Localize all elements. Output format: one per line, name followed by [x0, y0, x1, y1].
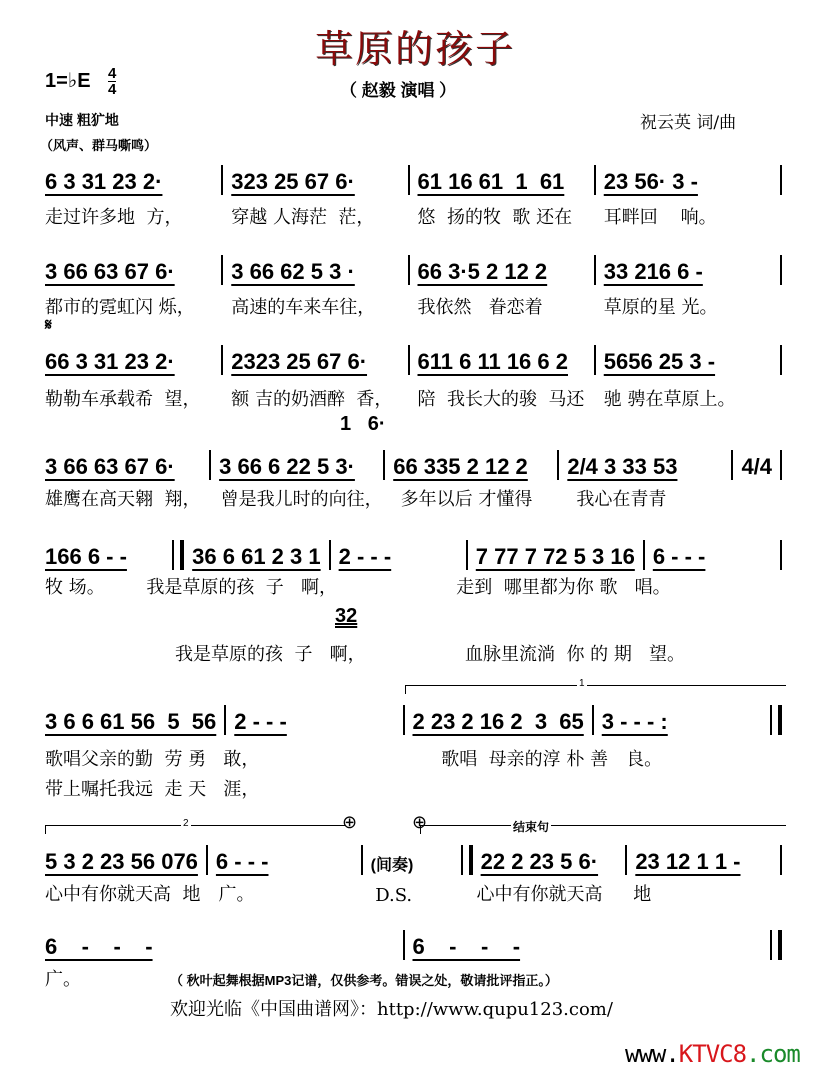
measure: 6 3 31 23 2· [45, 169, 163, 194]
lyric-measure: 都市的霓虹闪 烁， [45, 297, 195, 318]
lyric-measure: 歌唱 母亲的淳 朴 善 [441, 749, 609, 770]
barline [557, 450, 559, 480]
coda-icon: ⊕ [342, 812, 358, 832]
watermark-part: KTVC8 [678, 1040, 747, 1066]
measure: 2/4 3 33 53 [567, 454, 678, 479]
measure: 66 3·5 2 12 2 [417, 259, 548, 284]
measure: 22 2 23 5 6· [480, 849, 599, 874]
barline [770, 930, 782, 960]
measure: 2323 25 67 6· [231, 349, 368, 374]
measure: 166 6 - - [45, 544, 127, 569]
key-signature: 1=♭E [45, 70, 91, 92]
lyric-measure: 额 吉的奶酒醉 香， [231, 389, 393, 410]
barline [221, 255, 223, 285]
measure: 23 56· 3 - [603, 169, 698, 194]
barline [780, 255, 782, 285]
measure: 6 - - - [45, 934, 153, 959]
lyric-measure: 广。 [45, 969, 81, 990]
lyric-measure: 歌唱父亲的勤 劳 勇 敢， [45, 749, 260, 770]
measure: 2 - - - [234, 709, 287, 734]
lyric-measure: 陪 我长大的骏 马还 [417, 389, 585, 410]
barline [643, 540, 645, 570]
measure: 36 6 61 2 3 1 [192, 544, 321, 569]
notes-row [45, 345, 790, 375]
measure: 66 3 31 23 2· [45, 349, 175, 374]
measure: (间奏) [370, 857, 414, 874]
barline [206, 845, 208, 875]
measure: 3 66 63 67 6· [45, 259, 175, 284]
coda-bracket [420, 820, 786, 834]
measure: 4/4 [741, 454, 773, 479]
time-signature [108, 66, 116, 97]
volta-number: 1 [579, 678, 585, 689]
volta-bracket [45, 818, 346, 834]
barline [594, 345, 596, 375]
lyric-measure: 我是草原的孩 子 啊， [146, 577, 337, 598]
transcriber-note: （ 秋叶起舞根据MP3记谱，仅供参考。错误之处，敬请批评指正。） [170, 973, 558, 988]
barline [383, 450, 385, 480]
lyric-measure: 走到 哪里都为你 歌 唱。 [456, 577, 671, 598]
barline [403, 705, 405, 735]
alternate-notes: 1 6· [340, 413, 386, 435]
time-bottom: 4 [108, 81, 117, 98]
lyric-verse2: 血脉里流淌 你 的 期 望。 [465, 644, 686, 665]
lyric-measure: 牧 场。 [45, 577, 105, 598]
measure: 23 12 1 1 - [635, 849, 741, 874]
measure: 3 66 6 22 5 3· [219, 454, 355, 479]
lyric-measure: 我依然 眷恋着 [417, 297, 543, 318]
lyric-measure: 勒勒车承载希 望， [45, 389, 201, 410]
barline [403, 930, 405, 960]
composer: 祝云英 词/曲 [640, 113, 737, 133]
lyric-measure: 草原的星 光。 [603, 297, 718, 318]
barline [408, 345, 410, 375]
lyric-measure: 心中有你就天高 [476, 884, 603, 905]
barline [408, 165, 410, 195]
lyrics-row [45, 293, 790, 319]
volta-bracket [405, 678, 786, 694]
watermark-part: www. [625, 1040, 679, 1066]
notes-row [45, 930, 790, 960]
measure: 6 - - - [652, 544, 706, 569]
lyric-measure: 驰 骋在草原上。 [603, 389, 736, 410]
lyric-measure: 耳畔回 响。 [603, 207, 717, 228]
measure: 6 - - - [215, 849, 269, 874]
barline [780, 450, 782, 480]
measure: 611 6 11 16 6 2 [417, 349, 568, 374]
lyrics-row [45, 385, 790, 411]
barline [361, 845, 363, 875]
lyric-measure: 广。 [218, 884, 255, 905]
lyric-measure: 雄鹰在高天翱 翔， [45, 489, 201, 510]
lyric-measure: 高速的车来车往， [231, 297, 376, 318]
barline [780, 345, 782, 375]
lyric-measure: 走过许多地 方， [45, 207, 183, 228]
barline [461, 845, 473, 875]
notes-row [45, 165, 790, 195]
measure: 323 25 67 6· [231, 169, 355, 194]
measure: 5 3 2 23 56 076 [45, 849, 198, 874]
notes-row [45, 255, 790, 285]
coda-icon: ⊕ [412, 812, 428, 832]
barline [224, 705, 226, 735]
lyric-measure: 心中有你就天高 地 [45, 884, 201, 905]
barline [780, 845, 782, 875]
barline [466, 540, 468, 570]
measure: 2 23 2 16 2 3 65 [412, 709, 584, 734]
lyric-measure: 良。 [626, 749, 663, 770]
barline [209, 450, 211, 480]
watermark-part: .com [746, 1040, 800, 1066]
measure: 3 66 63 67 6· [45, 454, 175, 479]
measure: 7 77 7 72 5 3 16 [475, 544, 635, 569]
measure: 33 216 6 - [603, 259, 703, 284]
barline [408, 255, 410, 285]
site-credit: 欢迎光临《中国曲谱网》：http://www.qupu123.com/ [170, 999, 613, 1020]
barline [780, 540, 782, 570]
barline [594, 255, 596, 285]
singer: （ 赵毅 演唱 ） [340, 81, 457, 100]
lyric-measure: 地 [633, 884, 652, 905]
barline [625, 845, 627, 875]
lyric-measure: 曾是我儿时的向往， [220, 489, 383, 510]
lyrics-row [45, 573, 790, 599]
lyric-verse2: 我是草原的孩 子 啊， [175, 644, 366, 665]
measure: 3 - - - : [601, 709, 668, 734]
coda-label: 结束句 [513, 820, 550, 834]
lyrics-row [45, 485, 790, 511]
watermark-logo [625, 1040, 800, 1066]
lyric-measure: 多年以后 才懂得 [400, 489, 533, 510]
measure: 66 335 2 12 2 [393, 454, 528, 479]
measure: 2 - - - [338, 544, 392, 569]
measure: 61 16 61 1 61 [417, 169, 565, 194]
barline [221, 345, 223, 375]
barline [172, 540, 184, 570]
lyrics-row [45, 880, 790, 906]
tempo-marking: 中速 粗犷地 [45, 112, 119, 128]
time-top: 4 [108, 65, 117, 82]
barline [329, 540, 331, 570]
volta-number: 2 [183, 818, 189, 829]
lyric-verse2: 带上嘱托我远 走 天 涯， [45, 779, 260, 800]
lyric-measure: 悠 扬的牧 歌 还在 [417, 207, 573, 228]
lyrics-row [45, 745, 790, 771]
barline [770, 705, 782, 735]
notes-row [45, 705, 790, 735]
alternate-notes: 32 [335, 605, 358, 627]
barline [731, 450, 733, 480]
measure: 3 66 62 5 3 · [231, 259, 355, 284]
measure: 6 - - - [412, 934, 521, 959]
sound-effect-note: （风声、群马嘶鸣） [40, 138, 158, 153]
barline [594, 165, 596, 195]
barline [592, 705, 594, 735]
barline [221, 165, 223, 195]
notes-row [45, 450, 790, 480]
measure: 5656 25 3 - [603, 349, 716, 374]
lyric-measure: D.S. [375, 885, 413, 906]
song-title: 草原的孩子 [314, 27, 515, 71]
measure: 3 6 6 61 56 5 56 [45, 709, 217, 734]
lyric-measure: 穿越 人海茫 茫， [231, 207, 375, 228]
notes-row [45, 540, 790, 570]
notes-row [45, 845, 790, 875]
barline [780, 165, 782, 195]
lyrics-row [45, 203, 790, 229]
lyric-measure: 我心在青青 [576, 489, 667, 510]
segno-sign: 𝄋 [45, 317, 52, 334]
